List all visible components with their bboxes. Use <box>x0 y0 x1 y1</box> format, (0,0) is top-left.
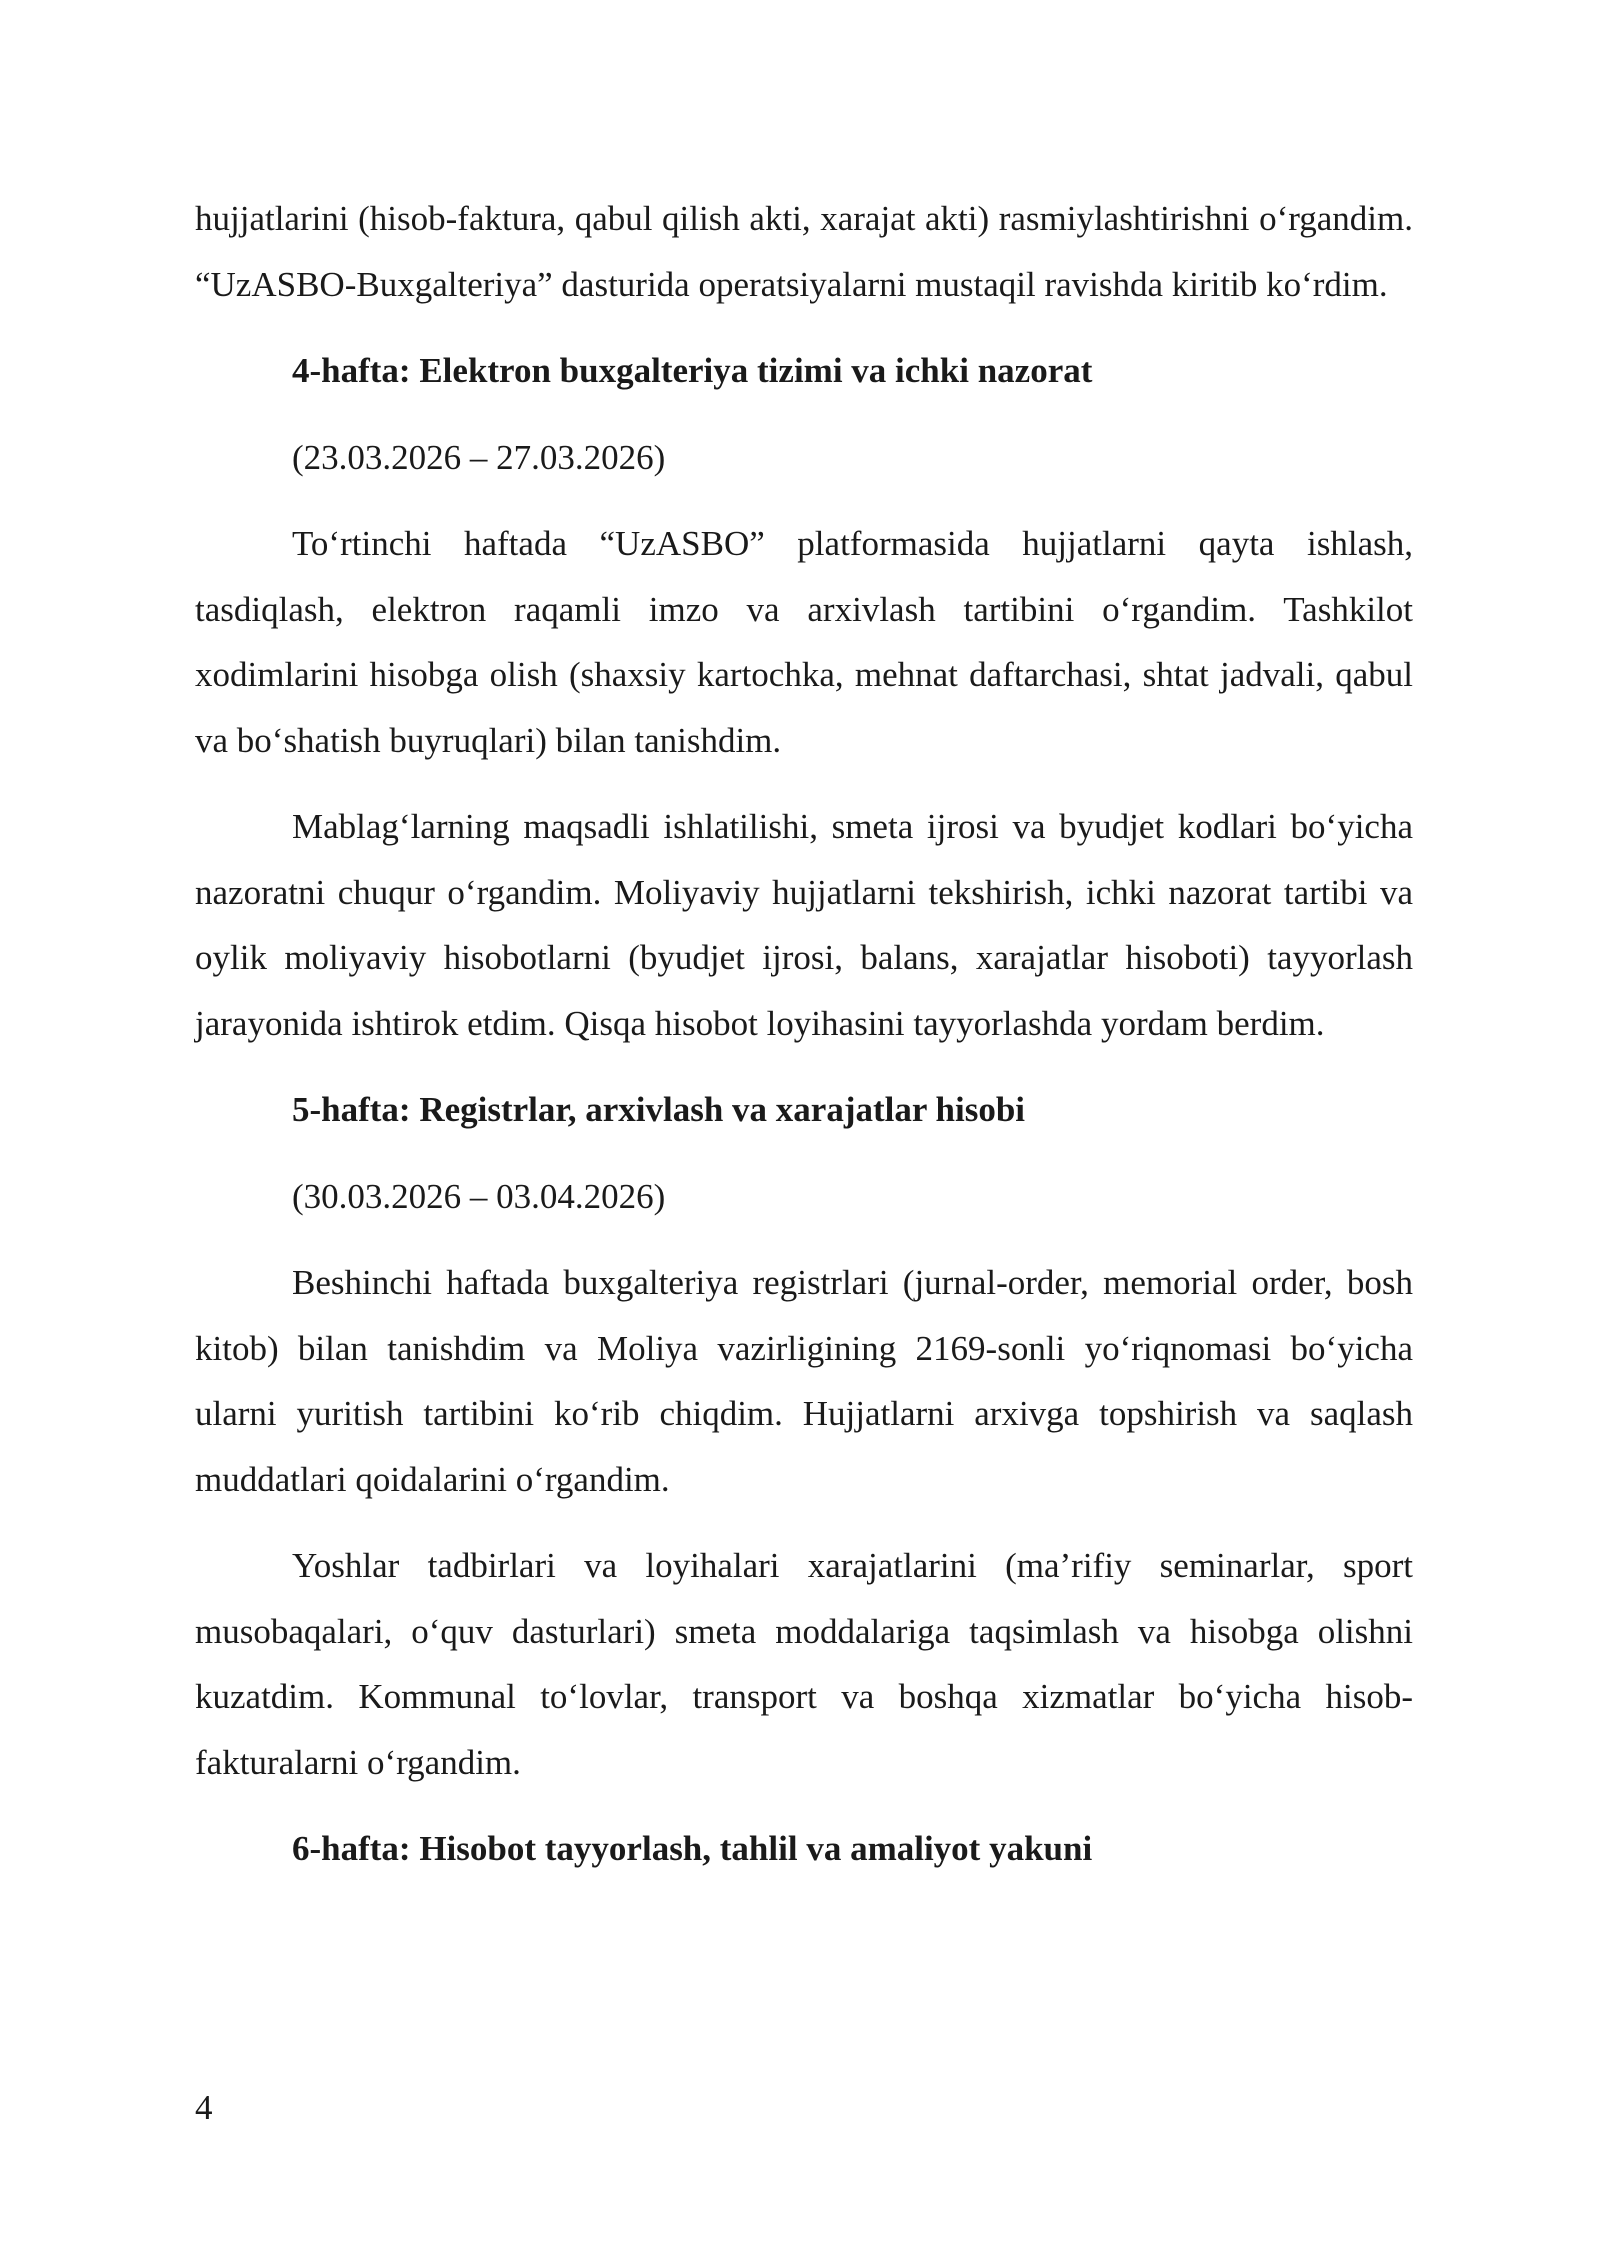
week-5-heading: 5-hafta: Registrlar, arxivlash va xarajatlar hisobi <box>292 1090 1026 1129</box>
week-4-dates: (23.03.2026 – 27.03.2026) <box>292 437 666 477</box>
week-4-heading: 4-hafta: Elektron buxgalteriya tizimi va ichki nazorat <box>292 351 1093 390</box>
week-5-dates: (30.03.2026 – 03.04.2026) <box>292 1176 666 1216</box>
page-number: 4 <box>195 2088 213 2127</box>
week-6-heading: 6-hafta: Hisobot tayyorlash, tahlil va amaliyot yakuni <box>292 1829 1093 1868</box>
week-5-paragraph-1: Beshinchi haftada buxgalteriya registrlari (jurnal-order, memorial order, bosh kitob) bilan tanishdim va Moliya vazirligining 2169-sonli yo‘riqnomasi bo‘yicha ularni yuritish tartibini ko‘rib chiqdim. Hujjatlarni arxivga topshirish va saqlash muddatlari qoidalarini o‘rgandim. <box>195 1263 1413 1499</box>
document-body <box>195 186 1413 1903</box>
week-4-paragraph-2: Mablag‘larning maqsadli ishlatilishi, smeta ijrosi va byudjet kodlari bo‘yicha nazoratni chuqur o‘rgandim. Moliyaviy hujjatlarni tekshirish, ichki nazorat tartibi va oylik moliyaviy hisobotlarni (byudjet ijrosi, balans, xarajatlar hisoboti) tayyorlash jarayonida ishtirok etdim. Qisqa hisobot loyihasini tayyorlashda yordam berdim. <box>195 807 1413 1043</box>
paragraph-continuation: hujjatlarini (hisob-faktura, qabul qilish akti, xarajat akti) rasmiylashtirishni o‘rgandim. “UzASBO-Buxgalteriya” dasturida operatsiyalarni mustaqil ravishda kiritib ko‘rdim. <box>195 199 1413 304</box>
week-4-paragraph-1: To‘rtinchi haftada “UzASBO” platformasida hujjatlarni qayta ishlash, tasdiqlash, elektron raqamli imzo va arxivlash tartibini o‘rgandim. Tashkilot xodimlarini hisobga olish (shaxsiy kartochka, mehnat daftarchasi, shtat jadvali, qabul va bo‘shatish buyruqlari) bilan tanishdim. <box>195 524 1413 760</box>
week-5-paragraph-2: Yoshlar tadbirlari va loyihalari xarajatlarini (ma’rifiy seminarlar, sport musobaqalari, o‘quv dasturlari) smeta moddalariga taqsimlash va hisobga olishni kuzatdim. Kommunal to‘lovlar, transport va boshqa xizmatlar bo‘yicha hisob-fakturalarni o‘rgandim. <box>195 1546 1413 1782</box>
